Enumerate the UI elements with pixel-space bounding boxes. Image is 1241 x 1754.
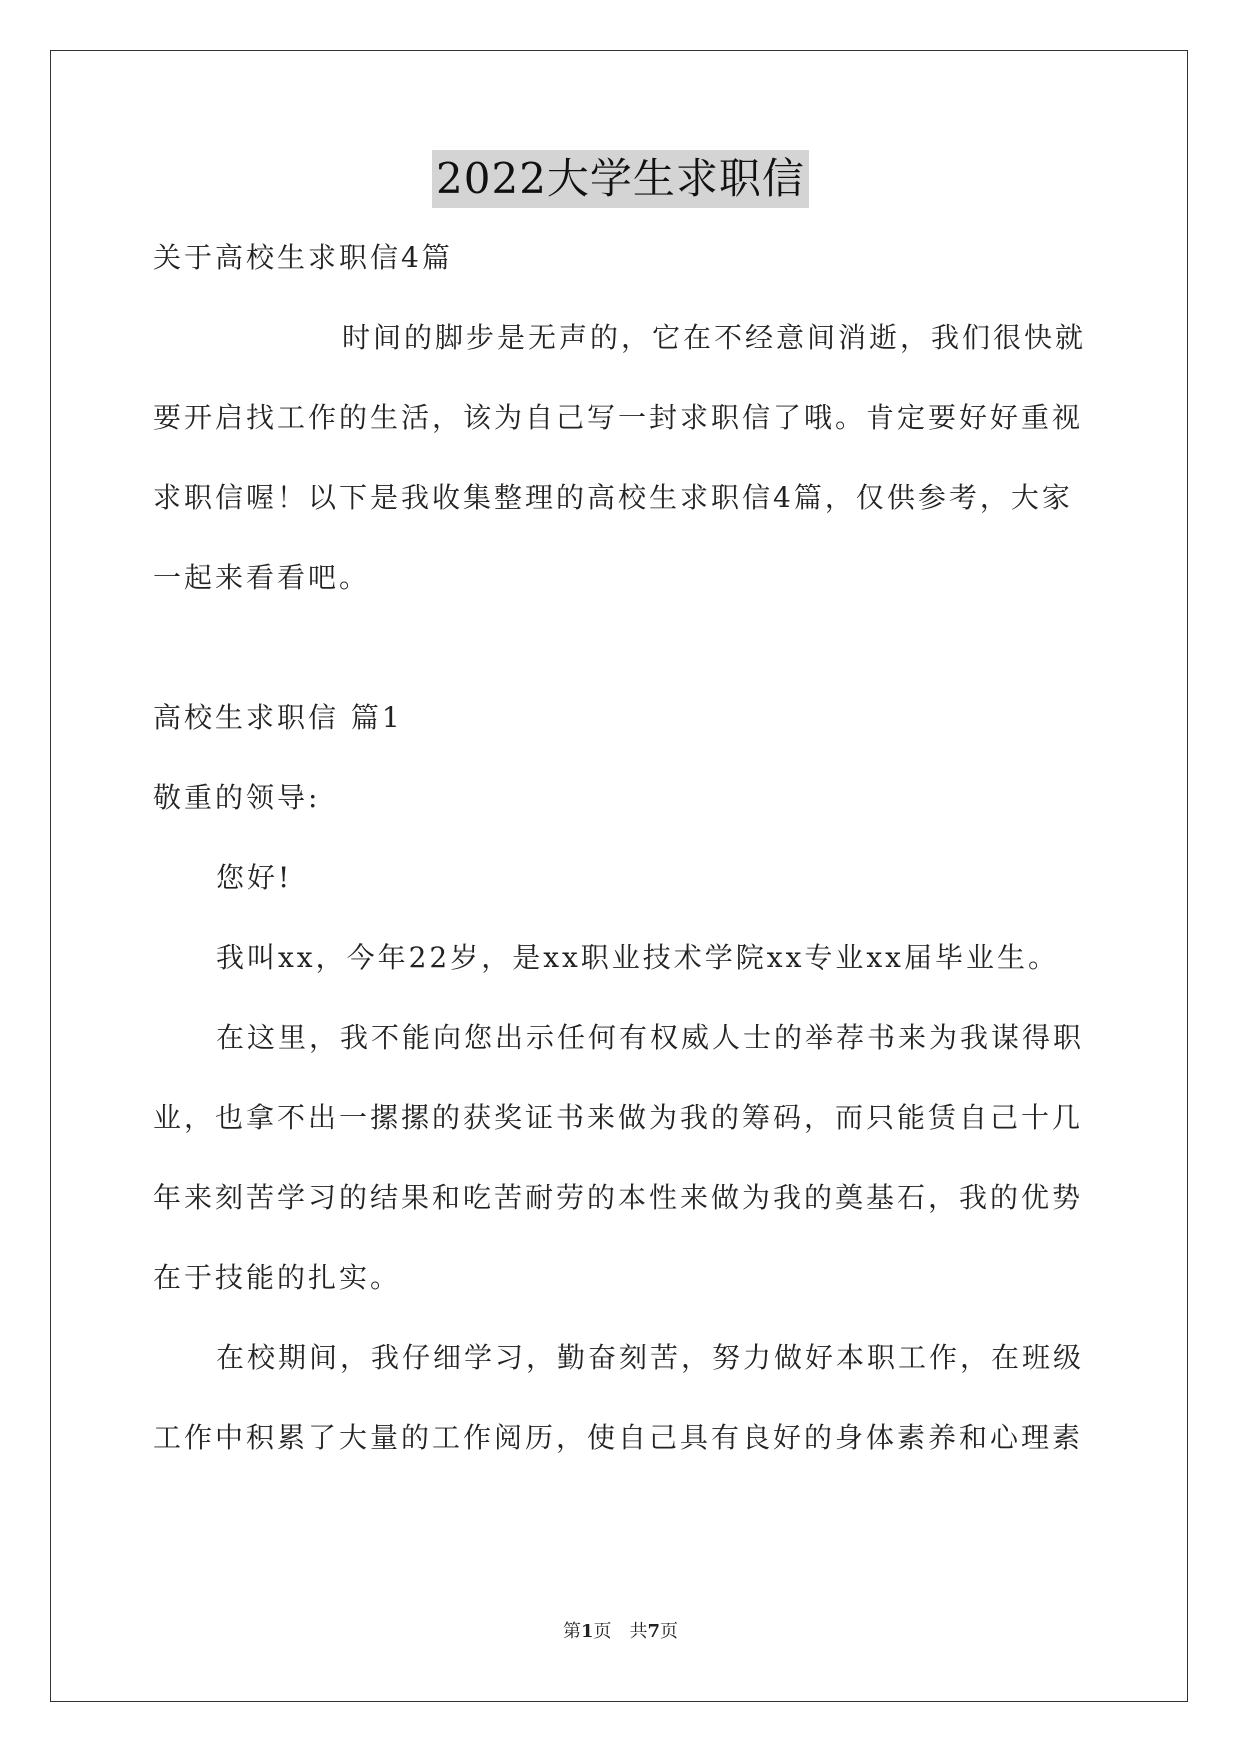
intro-line-1: 时间的脚步是无声的，它在不经意间消逝，我们很快就 — [342, 321, 1087, 354]
document-title: 2022大学生求职信 — [432, 150, 809, 208]
total-suffix: 页 — [660, 1621, 679, 1642]
section-heading: 高校生求职信 篇1 — [153, 701, 403, 734]
page-suffix: 页 — [593, 1621, 612, 1642]
body-line-5: 在于技能的扎实。 — [153, 1261, 402, 1294]
total-prefix: 共 — [629, 1621, 648, 1642]
page-footer — [0, 1620, 1241, 1644]
document-subtitle: 关于高校生求职信4篇 — [153, 241, 453, 274]
body-line-6: 在校期间，我仔细学习，勤奋刻苦，努力做好本职工作，在班级 — [216, 1341, 1085, 1374]
intro-line-4: 一起来看看吧。 — [153, 561, 371, 594]
greeting: 您好! — [216, 861, 293, 894]
body-line-3: 业，也拿不出一摞摞的获奖证书来做为我的筹码，而只能赁自己十几 — [153, 1101, 1084, 1134]
title-container — [0, 150, 1241, 208]
intro-line-2: 要开启找工作的生活，该为自己写一封求职信了哦。肯定要好好重视 — [153, 401, 1084, 434]
body-line-7: 工作中积累了大量的工作阅历，使自己具有良好的身体素养和心理素 — [153, 1421, 1084, 1454]
salutation: 敬重的领导: — [153, 781, 321, 814]
intro-line-3: 求职信喔！以下是我收集整理的高校生求职信4篇，仅供参考，大家 — [153, 481, 1073, 514]
body-line-2: 在这里，我不能向您出示任何有权威人士的举荐书来为我谋得职 — [216, 1021, 1085, 1054]
body-line-1: 我叫xx，今年22岁，是xx职业技术学院xx专业xx届毕业生。 — [216, 941, 1059, 974]
page-prefix: 第 — [562, 1621, 581, 1642]
page-current: 1 — [580, 1621, 594, 1642]
body-line-4: 年来刻苦学习的结果和吃苦耐劳的本性来做为我的奠基石，我的优势 — [153, 1181, 1084, 1214]
page-total: 7 — [647, 1621, 661, 1642]
